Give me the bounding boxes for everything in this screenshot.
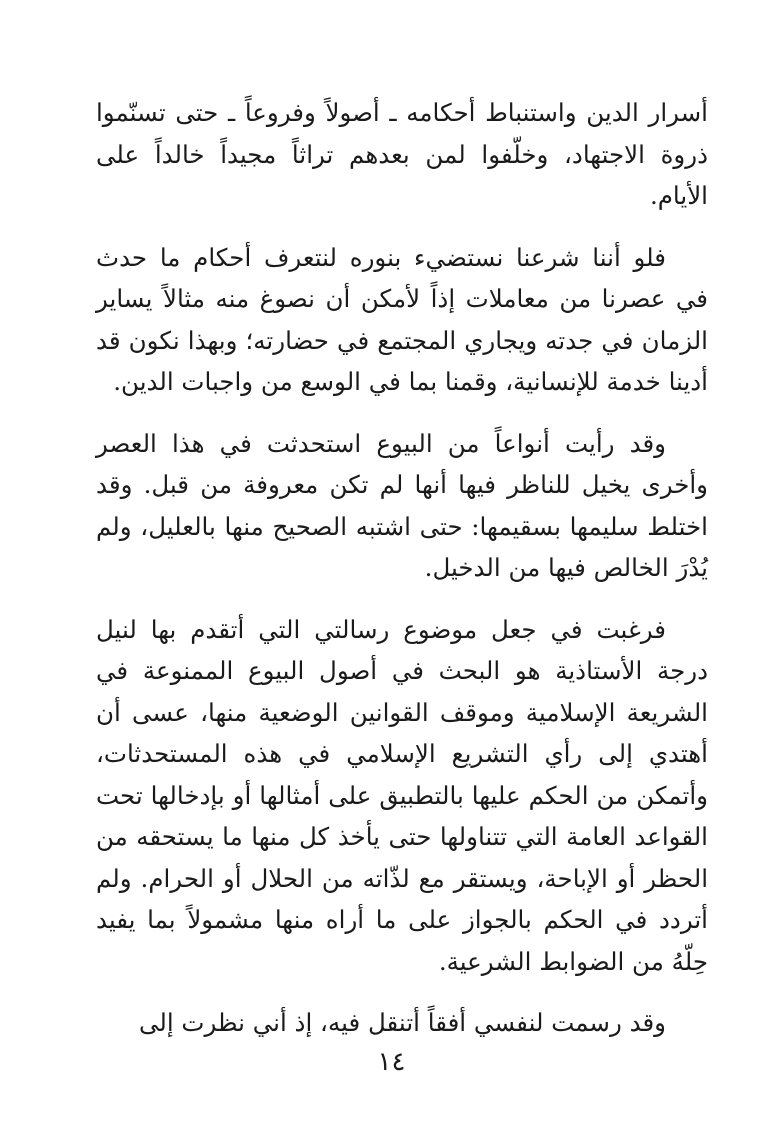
paragraph-3: وقد رأيت أنواعاً من البيوع استحدثت في هذا العصر وأخرى يخيل للناظر فيها أنها لم تكن معروفة من قبل. وقد اختلط سليمها بسقيمها: حتى اشتبه الصحيح منها بالعليل، ولم يُدْرَ الخالص فيها من الدخيل. — [96, 428, 708, 582]
body-text — [96, 92, 708, 1044]
paragraph-5: وقد رسمت لنفسي أفقاً أتنقل فيه، إذ أني نظرت إلى — [138, 1008, 666, 1037]
paragraph-1: أسرار الدين واستنباط أحكامه ـ أصولاً وفروعاً ـ حتى تسنّموا ذروة الاجتهاد، وخلّفوا لمن بعدهم تراثاً مجيداً خالداً على الأيام. — [96, 98, 708, 210]
paragraph-2: فلو أننا شرعنا نستضيء بنوره لنتعرف أحكام ما حدث في عصرنا من معاملات إذاً لأمكن أن نصوغ منه مثالاً يساير الزمان في جدته ويجاري المجتمع في حضارته؛ وبهذا نكون قد أدينا خدمة للإنسانية، وقمنا بما في الوسع من واجبات الدين. — [96, 242, 708, 396]
page-number: ١٤ — [377, 1047, 406, 1077]
paragraph-4: فرغبت في جعل موضوع رسالتي التي أتقدم بها لنيل درجة الأستاذية هو البحث في أصول البيوع الممنوعة في الشريعة الإسلامية وموقف القوانين الوضعية منها، عسى أن أهتدي إلى رأي التشريع الإسلامي في هذه المستحدثات، وأتمكن من الحكم عليها بالتطبيق على أمثالها أو بإدخالها تحت القواعد العامة التي تتناولها حتى يأخذ كل منها ما يستحقه من الحظر أو الإباحة، ويستقر مع لذّاته من الحلال أو الحرام. ولم أتردد في الحكم بالجواز على ما أراه منها مشمولاً بما يفيد حِلّهُ من الضوابط الشرعية. — [96, 614, 708, 976]
